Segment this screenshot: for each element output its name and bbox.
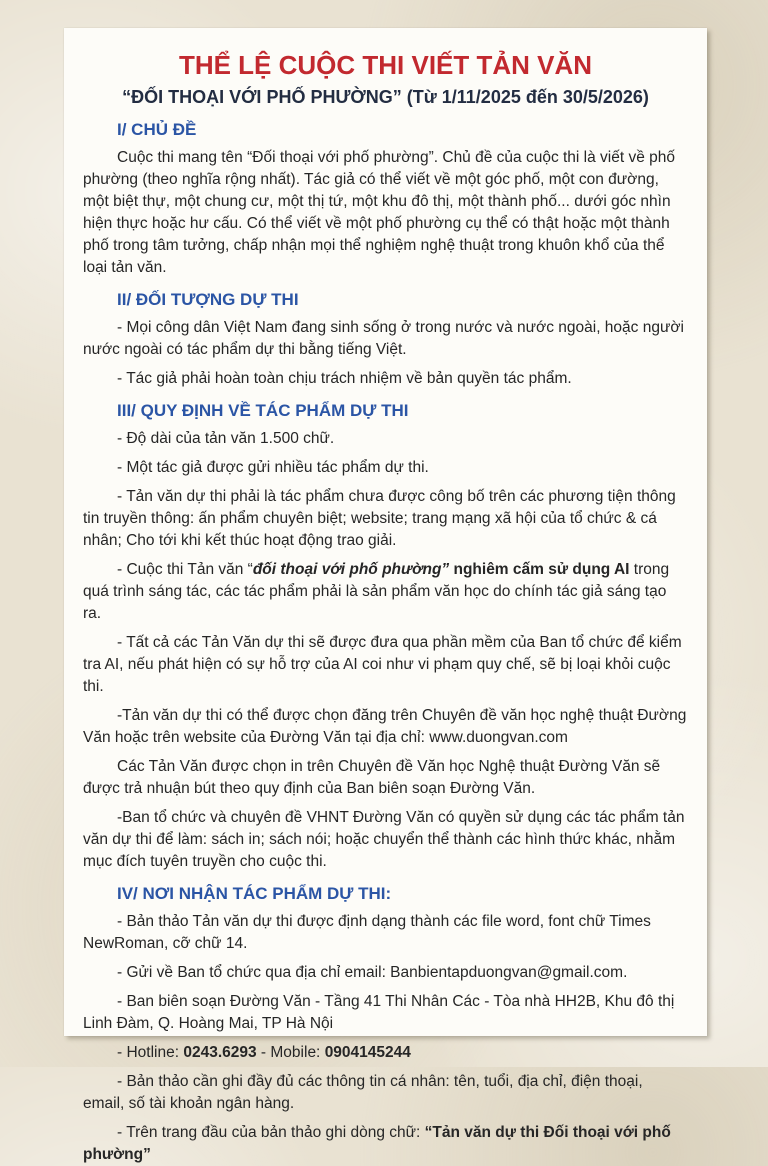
section — [83, 883, 688, 1166]
text-segment: đối thoại với phố phường” — [252, 561, 450, 578]
paragraph — [83, 756, 688, 800]
text-segment: - Mobile: — [256, 1044, 325, 1061]
text-segment: - Tác giả phải hoàn toàn chịu trách nhiệm về bản quyền tác phẩm. — [117, 370, 572, 387]
text-segment: Các Tản Văn được chọn in trên Chuyên đề Văn học Nghệ thuật Đường Văn sẽ được trả nhuận bút theo quy định của Ban biên soạn Đường Văn. — [83, 758, 661, 797]
document-body — [83, 119, 688, 1166]
text-segment: Cuộc thi mang tên “Đối thoại với phố phường”. Chủ đề của cuộc thi là viết về phố phường (theo nghĩa rộng nhất). Tác giả có thể viết về một góc phố, một con đường, một biệt thự, một chung cư, một thị tứ, một khu đô thị, một thành phố... dưới góc nhìn hiện thực hoặc hư cấu. Có thể viết về một phố phường cụ thể có thật hoặc một thành phố trong tâm tưởng, chấp nhận mọi thể nghiệm nghệ thuật trong khuôn khổ của thể loại tản văn. — [83, 149, 676, 276]
text-segment: - Hotline: — [117, 1044, 184, 1061]
text-segment: nghiêm cấm sử dụng AI — [449, 561, 630, 578]
section — [83, 400, 688, 873]
text-segment: -Ban tổ chức và chuyên đề VHNT Đường Văn có quyền sử dụng các tác phẩm tản văn dự thi để làm: sách in; sách nói; hoặc chuyển thể thành các hình thức khác, nhằm mục đích tuyên truyền cho cuộc thi. — [83, 809, 685, 870]
text-segment: - Tản văn dự thi phải là tác phẩm chưa được công bố trên các phương tiện thông tin truyền thông: ấn phẩm chuyên biệt; website; trang mạng xã hội của tổ chức & cá nhân; Cho tới khi kết thúc hoạt động trao giải. — [83, 488, 676, 549]
document-title: THỂ LỆ CUỘC THI VIẾT TẢN VĂN — [178, 50, 593, 80]
text-segment: -Tản văn dự thi có thể được chọn đăng trên Chuyên đề văn học nghệ thuật Đường Văn hoặc trên website của Đường Văn tại địa chỉ: www.duongvan.com — [83, 707, 687, 746]
text-segment: 0904145244 — [324, 1044, 411, 1061]
paragraph — [83, 991, 688, 1035]
paragraph — [83, 368, 688, 390]
paragraph — [83, 1042, 688, 1064]
paragraph — [83, 962, 688, 984]
paragraph — [83, 911, 688, 955]
text-segment: - Ban biên soạn Đường Văn - Tầng 41 Thi Nhân Các - Tòa nhà HH2B, Khu đô thị Linh Đàm, Q. Hoàng Mai, TP Hà Nội — [83, 993, 675, 1032]
paragraph — [83, 559, 688, 625]
paragraph — [83, 486, 688, 552]
text-segment: - Tất cả các Tản Văn dự thi sẽ được đưa qua phần mềm của Ban tổ chức để kiểm tra AI, nếu phát hiện có sự hỗ trợ của AI coi như vi phạm quy chế, sẽ bị loại khỏi cuộc thi. — [83, 634, 682, 695]
document-subtitle: “ĐỐI THOẠI VỚI PHỐ PHƯỜNG” (Từ 1/11/2025 đến 30/5/2026) — [122, 87, 649, 107]
section-heading: III/ QUY ĐỊNH VỀ TÁC PHẨM DỰ THI — [117, 401, 409, 420]
text-segment: - Gửi về Ban tổ chức qua địa chỉ email: Banbientapduongvan@gmail.com. — [117, 964, 628, 981]
paragraph — [83, 1122, 688, 1166]
text-segment: - Độ dài của tản văn 1.500 chữ. — [117, 430, 335, 447]
text-segment: - Trên trang đầu của bản thảo ghi dòng chữ: — [117, 1124, 425, 1141]
paragraph — [83, 428, 688, 450]
section-heading: I/ CHỦ ĐỀ — [117, 120, 197, 139]
text-segment: - Cuộc thi Tản văn “ — [117, 561, 253, 578]
text-segment: - Bản thảo Tản văn dự thi được định dạng thành các file word, font chữ Times NewRoman, cỡ chữ 14. — [83, 913, 651, 952]
paragraph — [83, 1071, 688, 1115]
section-heading: II/ ĐỐI TƯỢNG DỰ THI — [117, 290, 299, 309]
section — [83, 289, 688, 390]
section-heading: IV/ NƠI NHẬN TÁC PHẨM DỰ THI: — [117, 884, 392, 903]
paragraph — [83, 632, 688, 698]
text-segment: - Một tác giả được gửi nhiều tác phẩm dự thi. — [117, 459, 429, 476]
text-segment: trong quá trình sáng tác, các tác phẩm phải là sản phẩm văn học do chính tác giả sáng tạo ra. — [83, 561, 670, 622]
text-segment: “Tản văn dự thi Đối thoại với phố phường” — [83, 1124, 671, 1163]
paragraph — [83, 705, 688, 749]
paragraph — [83, 317, 688, 361]
text-segment: - Bản thảo cần ghi đầy đủ các thông tin cá nhân: tên, tuổi, địa chỉ, điện thoại, email, số tài khoản ngân hàng. — [83, 1073, 643, 1112]
document-card — [64, 28, 707, 1163]
paragraph — [83, 807, 688, 873]
text-segment: 0243.6293 — [183, 1044, 257, 1061]
paragraph — [83, 147, 688, 279]
text-segment: - Mọi công dân Việt Nam đang sinh sống ở trong nước và nước ngoài, hoặc người nước ngoài có tác phẩm dự thi bằng tiếng Việt. — [83, 319, 684, 358]
paragraph — [83, 457, 688, 479]
section — [83, 119, 688, 279]
